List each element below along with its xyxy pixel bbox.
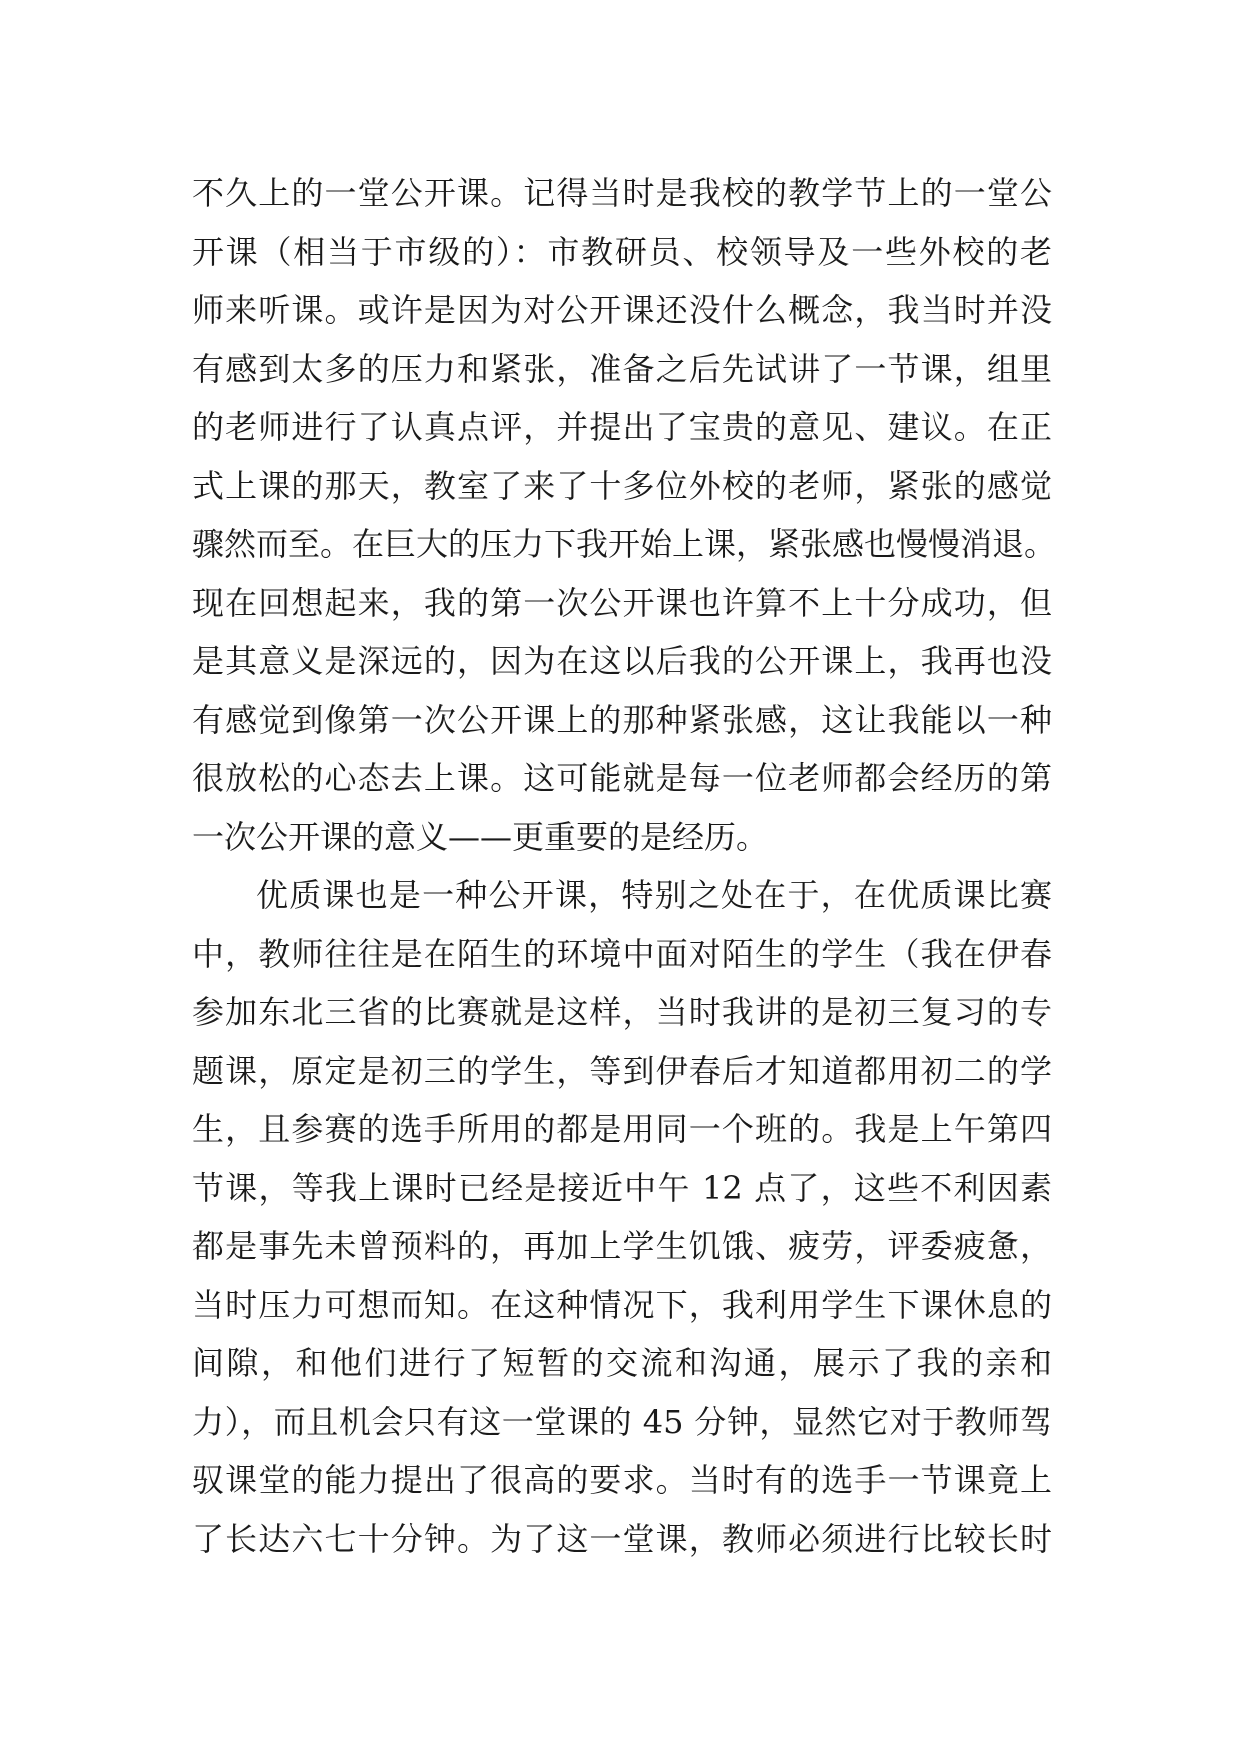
text-line: 不久上的一堂公开课。记得当时是我校的教学节上的一堂公	[192, 174, 1052, 212]
text-line: 节课，等我上课时已经是接近中午 12 点了，这些不利因素	[192, 1168, 1052, 1207]
text-line: 生，且参赛的选手所用的都是用同一个班的。我是上午第四	[192, 1110, 1052, 1148]
text-line: 的老师进行了认真点评，并提出了宝贵的意见、建议。在正	[192, 408, 1052, 446]
text-line: 中，教师往往是在陌生的环境中面对陌生的学生（我在伊春	[192, 934, 1052, 973]
text-line: 有感觉到像第一次公开课上的那种紧张感，这让我能以一种	[192, 700, 1052, 739]
text-line: 是其意义是深远的，因为在这以后我的公开课上，我再也没	[192, 642, 1052, 680]
text-line: 有感到太多的压力和紧张，准备之后先试讲了一节课，组里	[192, 349, 1052, 388]
text-line: 骤然而至。在巨大的压力下我开始上课，紧张感也慢慢消退。	[192, 525, 1057, 563]
text-line: 题课，原定是初三的学生，等到伊春后才知道都用初二的学	[192, 1051, 1052, 1090]
text-line: 了长达六七十分钟。为了这一堂课，教师必须进行比较长时	[192, 1519, 1052, 1558]
text-line: 师来听课。或许是因为对公开课还没什么概念，我当时并没	[192, 291, 1052, 329]
text-line: 当时压力可想而知。在这种情况下，我利用学生下课休息的	[192, 1285, 1052, 1324]
text-line: 都是事先未曾预料的，再加上学生饥饿、疲劳，评委疲惫，	[192, 1227, 1052, 1265]
paragraph-1	[192, 164, 1057, 866]
text-line: 驭课堂的能力提出了很高的要求。当时有的选手一节课竟上	[192, 1461, 1052, 1499]
text-line: 一次公开课的意义——更重要的是经历。	[192, 817, 769, 856]
text-line: 参加东北三省的比赛就是这样，当时我讲的是初三复习的专	[192, 993, 1052, 1031]
text-line: 现在回想起来，我的第一次公开课也许算不上十分成功，但	[192, 583, 1052, 622]
text-line: 开课（相当于市级的）：市教研员、校领导及一些外校的老	[192, 232, 1052, 271]
text-line: 力），而且机会只有这一堂课的 45 分钟，显然它对于教师驾	[192, 1402, 1052, 1441]
text-line: 式上课的那天，教室了来了十多位外校的老师，紧张的感觉	[192, 466, 1052, 505]
text-line: 间隙，和他们进行了短暂的交流和沟通，展示了我的亲和	[192, 1344, 1052, 1382]
paragraph-2	[192, 866, 1052, 1568]
text-line: 很放松的心态去上课。这可能就是每一位老师都会经历的第	[192, 759, 1052, 797]
text-line: 优质课也是一种公开课，特别之处在于，在优质课比赛	[256, 876, 1052, 914]
document-body	[192, 164, 1057, 1568]
